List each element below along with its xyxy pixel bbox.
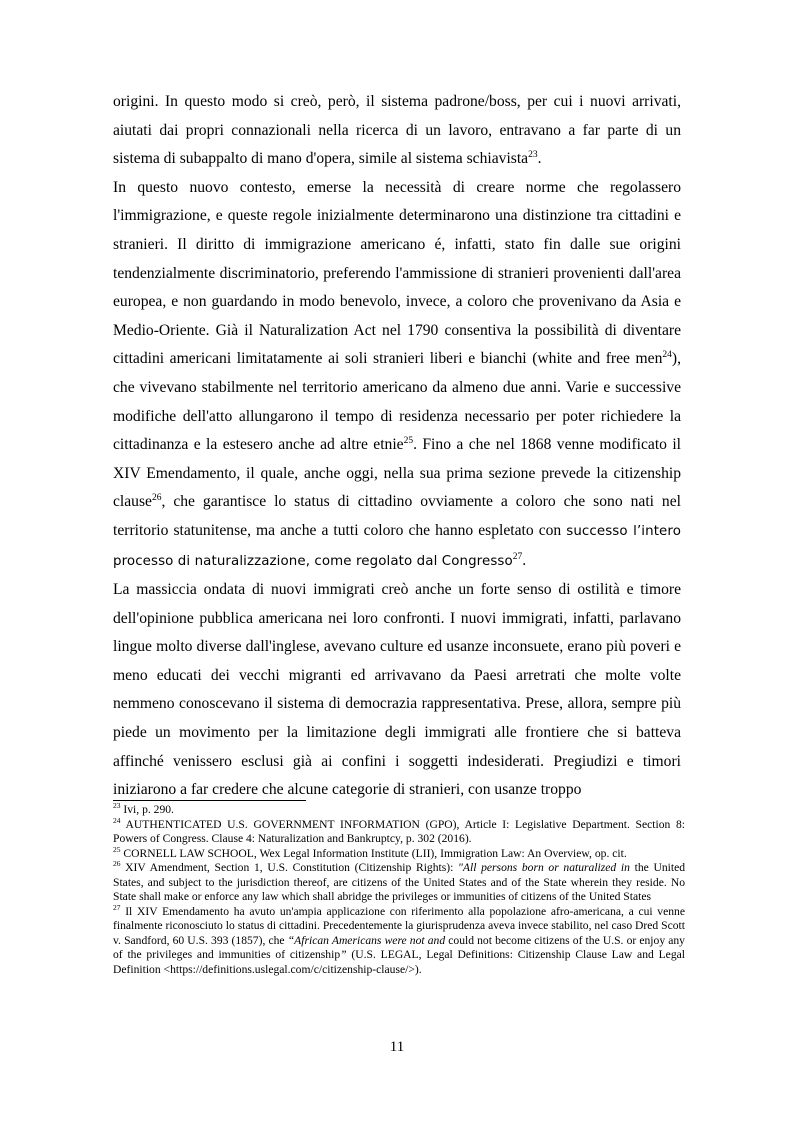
footnote-number: 26: [113, 859, 121, 869]
footnote-text: could not become citizens of the U.S. or enjoy any of the privileges and immunities of citizenship: [113, 933, 685, 961]
page-number: 11: [389, 1039, 405, 1055]
footnote-27: [113, 902, 685, 978]
paragraph-2: [113, 174, 681, 576]
footnote-quote: "All persons born or naturalized in: [458, 861, 630, 874]
footnote-ref-27: 27: [512, 551, 523, 562]
footnote-quote: “African Americans were not and: [287, 933, 446, 947]
paragraph-2-text-c: . Fino a che nel 1868 venne modificato il XIV Emendamento, il quale, anche oggi, nella sua prima sezione prevede la citizenship clause: [113, 436, 682, 511]
footnote-separator: [113, 800, 306, 801]
footnote-text: XIV Amendment, Section 1, U.S. Constitution (Citizenship Rights):: [120, 861, 459, 874]
paragraph-2-end: .: [522, 551, 527, 569]
footnote-text: Il XIV Emendamento ha avuto un'ampia applicazione con riferimento alla popolazione afro-americana, a cui venne finalmente riconosciuto lo status di cittadini. Precedentemente la giurisprudenza aveva invece stabilito, nel caso Dred Scott v. Sandford, 60 U.S. 393 (1857), che: [113, 904, 685, 947]
paragraph-2-text-a: In questo nuovo contesto, emerse la necessità di creare norme che regolassero l'immigrazione, e queste regole inizialmente determinarono una distinzione tra cittadini e stranieri. Il diritto di immigrazione americano é, infatti, stato fin dalle sue origini tendenzialmente discriminatorio, preferendo l'ammissione di stranieri provenienti dall'area europea, e non guardando in modo benevolo, invece, a coloro che provenivano da Asia e Medio-Oriente. Già il Naturalization Act nel 1790 consentiva la possibilità di diventare cittadini americani limitatamente ai soli stranieri liberi e bianchi (white and free men: [113, 178, 681, 368]
footnote-number: 23: [113, 801, 121, 811]
footnote-quote-close: ”: [340, 948, 347, 961]
footnote-text: (U.S. LEGAL, Legal Definitions: Citizenship Clause Law and Legal Definition <https://definitions.uslegal.com/c/citizenship-clause/>).: [113, 948, 685, 976]
paragraph-2-text-e: successo l’intero processo di naturalizzazione, come regolato dal Congresso: [113, 523, 682, 569]
paragraph-2-text-b: ), che vivevano stabilmente nel territorio americano da almeno due anni. Varie e successive modifiche dell'atto allungarono il tempo di residenza necessario per poter richiedere la cittadinanza e la estesero anche ad altre etnie: [113, 350, 681, 454]
paragraph-2-text-d: , che garantisce lo status di cittadino ovviamente a coloro che sono nati nel territorio statunitense, ma anche a tutti coloro che hanno espletato con: [113, 493, 681, 539]
footnote-text: AUTHENTICATED U.S. GOVERNMENT INFORMATION (GPO), Article I: Legislative Department. Section 8: Powers of Congress. Clause 4: Naturalization and Bankruptcy, p. 302 (2016).: [113, 817, 685, 845]
footnote-24: [113, 815, 685, 847]
paragraph-3: [113, 576, 681, 805]
paragraph-1-end: .: [537, 150, 542, 168]
footnote-number: 24: [113, 815, 121, 825]
body-text: [113, 88, 681, 805]
footnote-ref-26: 26: [151, 493, 162, 504]
footnote-ref-23: 23: [528, 150, 538, 160]
footnote-23: [113, 803, 685, 818]
paragraph-1-text: origini. In questo modo si creò, però, il sistema padrone/boss, per cui i nuovi arrivati, aiutati dai propri connazionali nella ricerca di un lavoro, entravano a far parte di un sistema di subappalto di mano d'opera, simile al sistema schiavista: [113, 93, 681, 168]
footnote-text: CORNELL LAW SCHOOL, Wex Legal Information Institute (LII), Immigration Law: An Overview, op. cit.: [120, 846, 627, 860]
footnote-text: Ivi, p. 290.: [120, 803, 174, 816]
paragraph-3-text: La massiccia ondata di nuovi immigrati creò anche un forte senso di ostilità e timore dell'opinione pubblica americana nei loro confronti. I nuovi immigrati, infatti, parlavano lingue molto diverse dall'inglese, avevano culture ed usanze inconsuete, erano più poveri e meno educati dei vecchi migranti ed arrivavano da Paesi arretrati che molte volte nemmeno conoscevano il sistema di democrazia rappresentativa. Prese, allora, sempre più piede un movimento per la limitazione degli immigrati alle frontiere che si batteva affinché venissero esclusi già ai confini i soggetti indesiderati. Pregiudizi e timori iniziarono a far credere che alcune categorie di stranieri, con usanze troppo: [113, 581, 681, 799]
footnotes: [113, 803, 685, 977]
footnote-number: 27: [113, 902, 121, 912]
footnote-ref-25: 25: [403, 435, 414, 446]
footnote-25: [113, 844, 685, 862]
paragraph-1: [113, 88, 681, 174]
footnote-26: [113, 861, 685, 905]
footnote-text: the United States, and subject to the jurisdiction thereof, are citizens of the United States and of the State wherein they reside. No State shall make or enforce any law which shall abridge the privileges or immunities of citizens of the United States: [113, 861, 686, 903]
footnote-ref-24: 24: [662, 350, 672, 361]
footnote-number: 25: [113, 844, 121, 854]
